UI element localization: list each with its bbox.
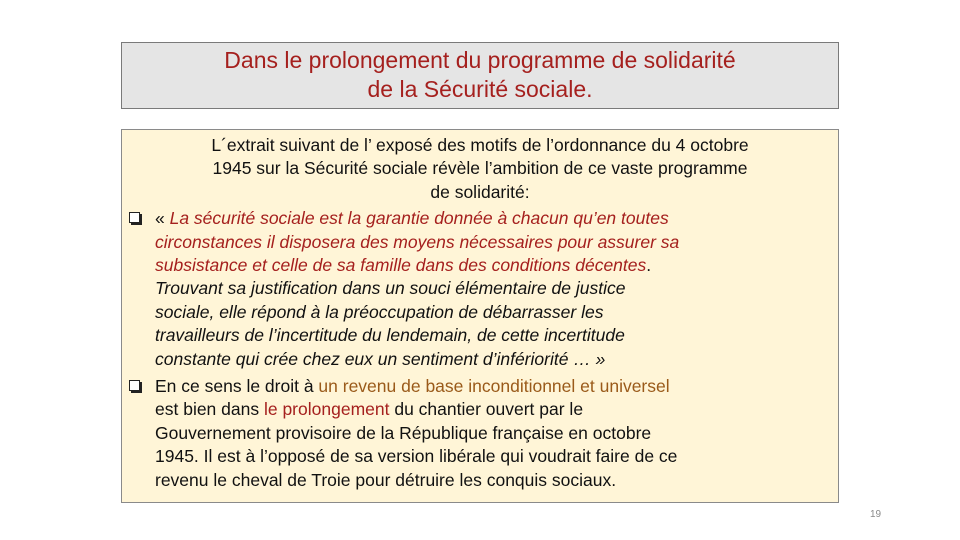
quote-line-6: travailleurs de l’incertitude du lendemain, de cette incertitude xyxy=(155,325,625,346)
quote-open-mark: « xyxy=(155,208,170,229)
intro-line-2: 1945 sur la Sécurité sociale révèle l’ambition de ce vaste programme xyxy=(212,158,748,179)
para2-highlight-prolongement: le prolongement xyxy=(263,399,390,420)
slide-title-line-2: de la Sécurité sociale. xyxy=(367,76,593,102)
quote-line-2: circonstances il disposera des moyens nécessaires pour assurer sa xyxy=(155,231,680,252)
slide-title-line-1: Dans le prolongement du programme de solidarité xyxy=(224,47,736,73)
content-box xyxy=(121,129,839,503)
para2-line-2-a: est bien dans xyxy=(155,399,264,420)
para2-line-1 xyxy=(155,375,838,398)
slide-title-box xyxy=(121,42,839,109)
quote-line-3-text: subsistance et celle de sa famille dans des conditions décentes xyxy=(155,255,647,276)
para2-line-5: revenu le cheval de Troie pour détruire les conquis sociaux. xyxy=(155,469,617,490)
quote-line-4: Trouvant sa justification dans un souci élémentaire de justice xyxy=(155,278,626,299)
intro-line-1: L´extrait suivant de l’ exposé des motifs de l’ordonnance du 4 octobre xyxy=(211,135,749,155)
rbu-bullet xyxy=(122,375,838,492)
quote-line-3-period: . xyxy=(646,255,652,276)
quote-line-3 xyxy=(155,254,838,277)
page-number: 19 xyxy=(870,509,882,520)
para2-line-2-c: du chantier ouvert par le xyxy=(389,399,584,420)
quote-line-7: constante qui crée chez eux un sentiment d’infériorité … » xyxy=(155,348,606,369)
para2-line-1-a: En ce sens le droit à xyxy=(155,376,319,397)
intro-line-3: de solidarité: xyxy=(430,181,530,202)
intro-paragraph xyxy=(122,130,838,204)
para2-line-4: 1945. Il est à l’opposé de sa version libérale qui voudrait faire de ce xyxy=(155,446,678,467)
para2-line-2 xyxy=(155,398,838,421)
checkbox-square-bullet-icon xyxy=(129,212,140,223)
quote-line-1-text: La sécurité sociale est la garantie donnée à chacun qu’en toutes xyxy=(169,208,669,229)
quote-line-1 xyxy=(155,207,838,230)
checkbox-square-bullet-icon xyxy=(129,380,140,391)
quote-bullet xyxy=(122,207,838,371)
para2-line-3: Gouvernement provisoire de la République française en octobre xyxy=(155,422,652,443)
quote-line-5: sociale, elle répond à la préoccupation de débarrasser les xyxy=(155,301,604,322)
para2-highlight-revenu: un revenu de base inconditionnel et universel xyxy=(318,376,670,397)
